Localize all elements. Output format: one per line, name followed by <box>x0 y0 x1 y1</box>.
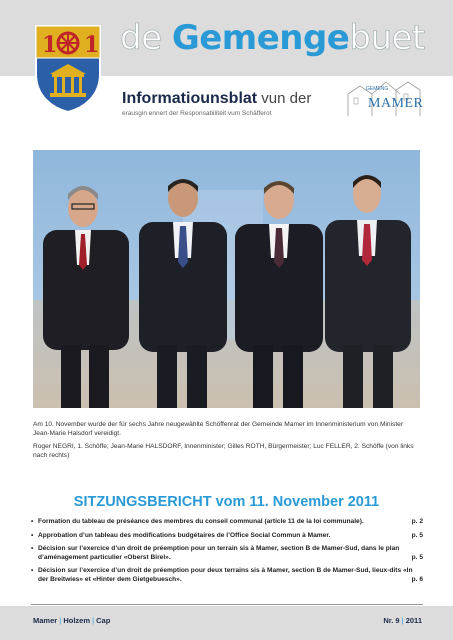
newsletter-title-light: vun der <box>257 90 312 107</box>
photo-caption <box>33 420 420 464</box>
list-item-text: Décision sur l’exercice d’un droit de préemption pour deux terrains sis à Mamer, section B de Mamer-Sud, lieux-dits «In der Breitwies» et «Hinter dem Gietgebuesch». <box>38 567 413 583</box>
list-item-text: Approbation d’un tableau des modifications budgétaires de l’Office Social Commun à Mamer. <box>38 531 331 539</box>
footer-issue-number: Nr. 9 <box>383 616 400 625</box>
list-item-page: p. 6 <box>411 575 423 583</box>
list-item-text: Décision sur l’exercice d’un droit de préemption pour un terrain sis à Mamer, section B de Mamer-Sud, dans le plan d’aménagement particulier «Oberst Birel». <box>38 545 400 561</box>
footer-location-cap: Cap <box>96 616 111 625</box>
group-photo <box>33 150 420 408</box>
footer-location-holzem: Holzem <box>63 616 90 625</box>
bullet-icon: • <box>31 518 34 525</box>
list-item-page: p. 5 <box>411 531 423 539</box>
bullet-icon: • <box>31 567 34 575</box>
svg-text:1: 1 <box>42 32 58 58</box>
list-item <box>31 532 423 541</box>
brand-word-buet: buet <box>349 18 425 58</box>
footer-year: 2011 <box>405 616 422 625</box>
report-items <box>31 518 423 590</box>
newsletter-title-bold: Informatiounsblat <box>122 90 258 107</box>
newsletter-subtitle: erausgin ennert der Responsabilitéit vum Schäfferot <box>122 110 272 117</box>
list-item-page: p. 2 <box>411 518 423 525</box>
municipality-crest-icon <box>32 22 104 114</box>
masthead-brand <box>120 18 425 58</box>
brand-word-gemenge: Gemenge <box>171 18 350 58</box>
bullet-icon: • <box>31 545 34 553</box>
newsletter-title <box>122 90 311 108</box>
mamer-logo-top: GEMENG <box>366 86 389 92</box>
list-item <box>31 545 423 562</box>
list-item-text: Formation du tableau de préséance des membres du conseil communal (article 11 de la loi communale). <box>38 518 364 525</box>
mamer-logo <box>346 76 422 118</box>
brand-word-de: de <box>120 18 172 58</box>
caption-line-2: Roger NEGRI, 1. Schöffe; Jean-Marie HALSDORF, Innenminister; Gilles ROTH, Bürgermeister; Luc FELLER, 2. Schöffe (von links nach rechts) <box>33 443 414 459</box>
mamer-logo-name: MAMER <box>368 96 424 111</box>
list-item <box>31 567 423 584</box>
bullet-icon: • <box>31 531 34 539</box>
footer-issue <box>383 616 422 625</box>
footer-separator: | <box>92 616 95 625</box>
footer-separator: | <box>401 616 404 625</box>
svg-text:1: 1 <box>84 32 100 58</box>
list-item-page: p. 5 <box>411 553 423 561</box>
list-item <box>31 518 423 527</box>
footer-location-mamer: Mamer <box>33 616 58 625</box>
report-title: SITZUNGSBERICHT vom 11. November 2011 <box>73 494 380 510</box>
footer-divider <box>31 604 423 605</box>
footer-separator: | <box>59 616 62 625</box>
footer-locations <box>33 616 110 625</box>
caption-line-1: Am 10. November wurde der für sechs Jahre neugewählte Schöffenrat der Gemeinde Mamer im Innenministerium von Minister Jean-Marie Halsdorf vereidigt. <box>33 421 404 437</box>
